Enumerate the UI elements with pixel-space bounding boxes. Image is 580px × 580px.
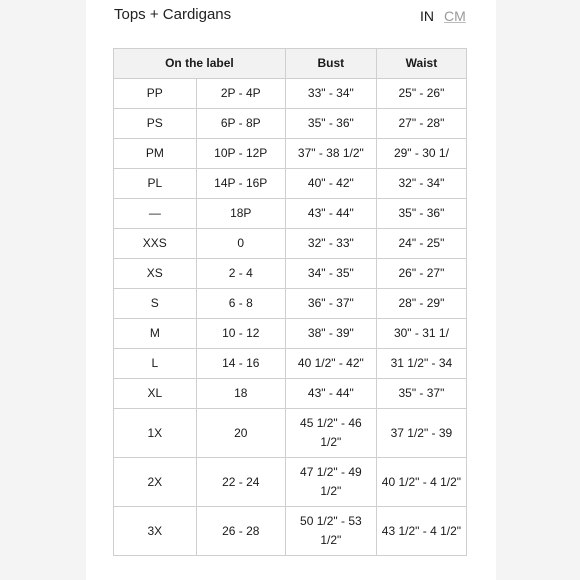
- size-number: 18: [196, 379, 285, 409]
- table-header-row: [114, 49, 467, 79]
- size-label: 1X: [114, 409, 197, 458]
- size-number: 6P - 8P: [196, 109, 285, 139]
- header-waist: Waist: [376, 49, 466, 79]
- table-row: [114, 259, 467, 289]
- size-label: PP: [114, 79, 197, 109]
- size-label: XL: [114, 379, 197, 409]
- waist-range: 32" - 34": [376, 169, 466, 199]
- size-number: 20: [196, 409, 285, 458]
- waist-range: 28" - 29": [376, 289, 466, 319]
- size-number: 10P - 12P: [196, 139, 285, 169]
- size-label: 2X: [114, 458, 197, 507]
- waist-range: 25" - 26": [376, 79, 466, 109]
- size-label: PL: [114, 169, 197, 199]
- size-number: 2P - 4P: [196, 79, 285, 109]
- waist-range: 27" - 28": [376, 109, 466, 139]
- size-number: 26 - 28: [196, 507, 285, 556]
- waist-range: 40 1/2" - 4 1/2": [376, 458, 466, 507]
- bust-range: 45 1/2" - 46 1/2": [285, 409, 376, 458]
- table-row: [114, 169, 467, 199]
- unit-cm-option[interactable]: CM: [444, 8, 466, 24]
- table-row: [114, 139, 467, 169]
- table-row: [114, 199, 467, 229]
- bust-range: 38" - 39": [285, 319, 376, 349]
- size-number: 14P - 16P: [196, 169, 285, 199]
- waist-range: 31 1/2" - 34: [376, 349, 466, 379]
- size-label: XXS: [114, 229, 197, 259]
- bust-range: 43" - 44": [285, 199, 376, 229]
- header-bust: Bust: [285, 49, 376, 79]
- size-label: 3X: [114, 507, 197, 556]
- table-row: [114, 229, 467, 259]
- size-table: [113, 48, 467, 556]
- bust-range: 50 1/2" - 53 1/2": [285, 507, 376, 556]
- waist-range: 29" - 30 1/: [376, 139, 466, 169]
- size-label: PM: [114, 139, 197, 169]
- size-number: 22 - 24: [196, 458, 285, 507]
- size-label: PS: [114, 109, 197, 139]
- table-row: [114, 349, 467, 379]
- bust-range: 36" - 37": [285, 289, 376, 319]
- size-label: S: [114, 289, 197, 319]
- waist-range: 37 1/2" - 39: [376, 409, 466, 458]
- size-number: 10 - 12: [196, 319, 285, 349]
- table-row: [114, 507, 467, 556]
- size-table-viewport[interactable]: [113, 48, 467, 562]
- size-number: 14 - 16: [196, 349, 285, 379]
- table-row: [114, 319, 467, 349]
- table-row: [114, 109, 467, 139]
- bust-range: 37" - 38 1/2": [285, 139, 376, 169]
- page-title: Tops + Cardigans: [114, 6, 232, 23]
- unit-toggle: [420, 8, 476, 24]
- bust-range: 40 1/2" - 42": [285, 349, 376, 379]
- table-row: [114, 79, 467, 109]
- size-number: 2 - 4: [196, 259, 285, 289]
- table-row: [114, 379, 467, 409]
- size-label: —: [114, 199, 197, 229]
- size-label: L: [114, 349, 197, 379]
- unit-in-option[interactable]: IN: [420, 8, 434, 24]
- bust-range: 33" - 34": [285, 79, 376, 109]
- waist-range: 35" - 37": [376, 379, 466, 409]
- waist-range: 26" - 27": [376, 259, 466, 289]
- waist-range: 30" - 31 1/: [376, 319, 466, 349]
- bust-range: 35" - 36": [285, 109, 376, 139]
- size-number: 18P: [196, 199, 285, 229]
- bust-range: 40" - 42": [285, 169, 376, 199]
- table-row: [114, 289, 467, 319]
- bust-range: 43" - 44": [285, 379, 376, 409]
- size-number: 0: [196, 229, 285, 259]
- bust-range: 47 1/2" - 49 1/2": [285, 458, 376, 507]
- table-row: [114, 458, 467, 507]
- waist-range: 35" - 36": [376, 199, 466, 229]
- table-row: [114, 409, 467, 458]
- waist-range: 24" - 25": [376, 229, 466, 259]
- size-label: M: [114, 319, 197, 349]
- bust-range: 32" - 33": [285, 229, 376, 259]
- size-label: XS: [114, 259, 197, 289]
- header-on-the-label: On the label: [114, 49, 286, 79]
- size-number: 6 - 8: [196, 289, 285, 319]
- waist-range: 43 1/2" - 4 1/2": [376, 507, 466, 556]
- bust-range: 34" - 35": [285, 259, 376, 289]
